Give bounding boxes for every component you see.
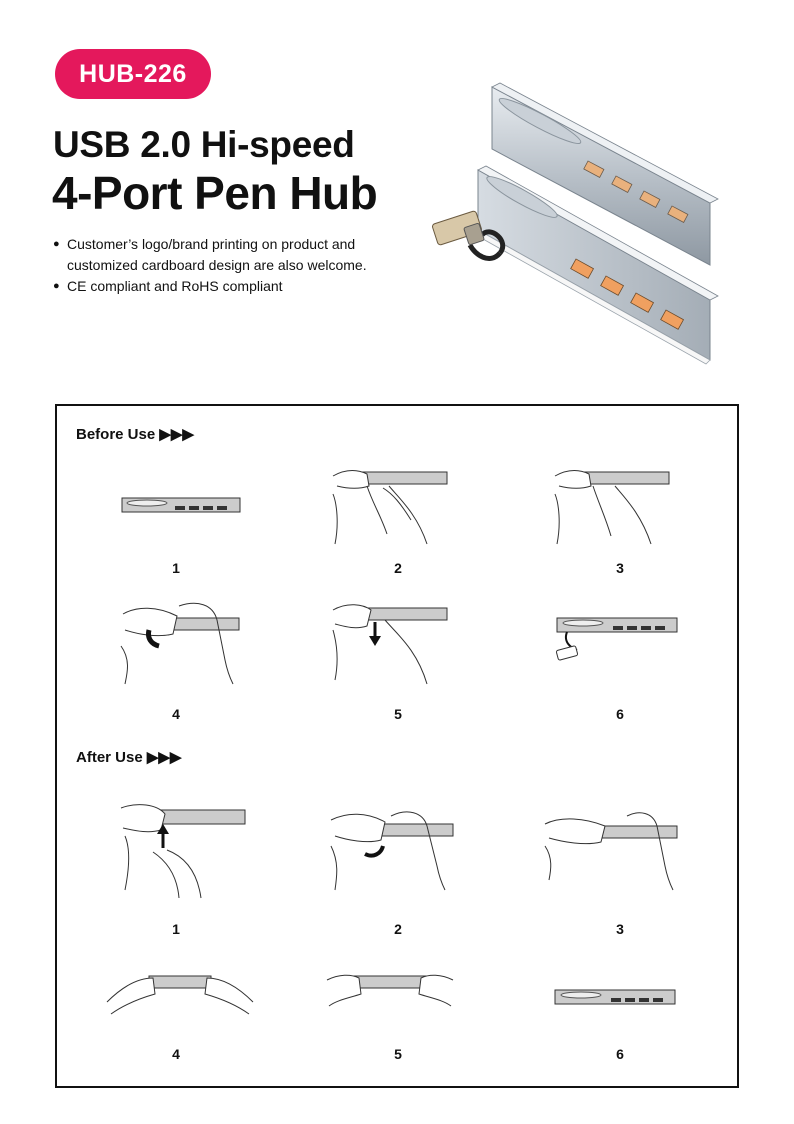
- usage-instructions-panel: [55, 404, 739, 1088]
- before-step-3-number: 3: [616, 560, 624, 576]
- after-step-5-number: 5: [394, 1046, 402, 1062]
- title-line-2: 4-Port Pen Hub: [52, 167, 378, 219]
- after-step-3-number: 3: [616, 921, 624, 937]
- before-step-1-number: 1: [172, 560, 180, 576]
- hub-cable-extended-icon: [553, 606, 683, 676]
- feature-item: ● CE compliant and RoHS compliant: [53, 276, 413, 297]
- before-step-6-number: 6: [616, 706, 624, 722]
- feature-list: [53, 234, 413, 297]
- model-badge: HUB-226: [55, 49, 211, 99]
- after-step-1-number: 1: [172, 921, 180, 937]
- after-step-4-number: 4: [172, 1046, 180, 1062]
- product-photo-icon: [430, 75, 730, 365]
- hand-pull-cable-icon: [327, 600, 457, 686]
- feature-item: ● Customer’s logo/brand printing on product and customized cardboard design are also welcome.: [53, 234, 413, 276]
- title-line-1: USB 2.0 Hi-speed: [53, 124, 355, 165]
- hand-insert-cable-icon: [327, 806, 457, 892]
- hands-holding-hub-icon: [549, 464, 679, 550]
- before-step-2-number: 2: [394, 560, 402, 576]
- after-use-heading: After Use ▶▶▶: [76, 749, 182, 766]
- hand-pull-cable-icon: [117, 600, 247, 686]
- before-step-4-number: 4: [172, 706, 180, 722]
- two-hands-snap-icon: [325, 966, 455, 1022]
- two-hands-snap-icon: [105, 964, 255, 1020]
- hands-holding-hub-icon: [327, 464, 457, 550]
- after-step-2-number: 2: [394, 921, 402, 937]
- after-step-6-number: 6: [616, 1046, 624, 1062]
- hub-closed-icon: [551, 984, 681, 1014]
- hand-insert-cable-icon: [117, 800, 247, 900]
- before-step-5-number: 5: [394, 706, 402, 722]
- before-use-heading: Before Use ▶▶▶: [76, 426, 194, 443]
- hand-press-hub-icon: [541, 806, 681, 892]
- hub-closed-icon: [117, 488, 247, 524]
